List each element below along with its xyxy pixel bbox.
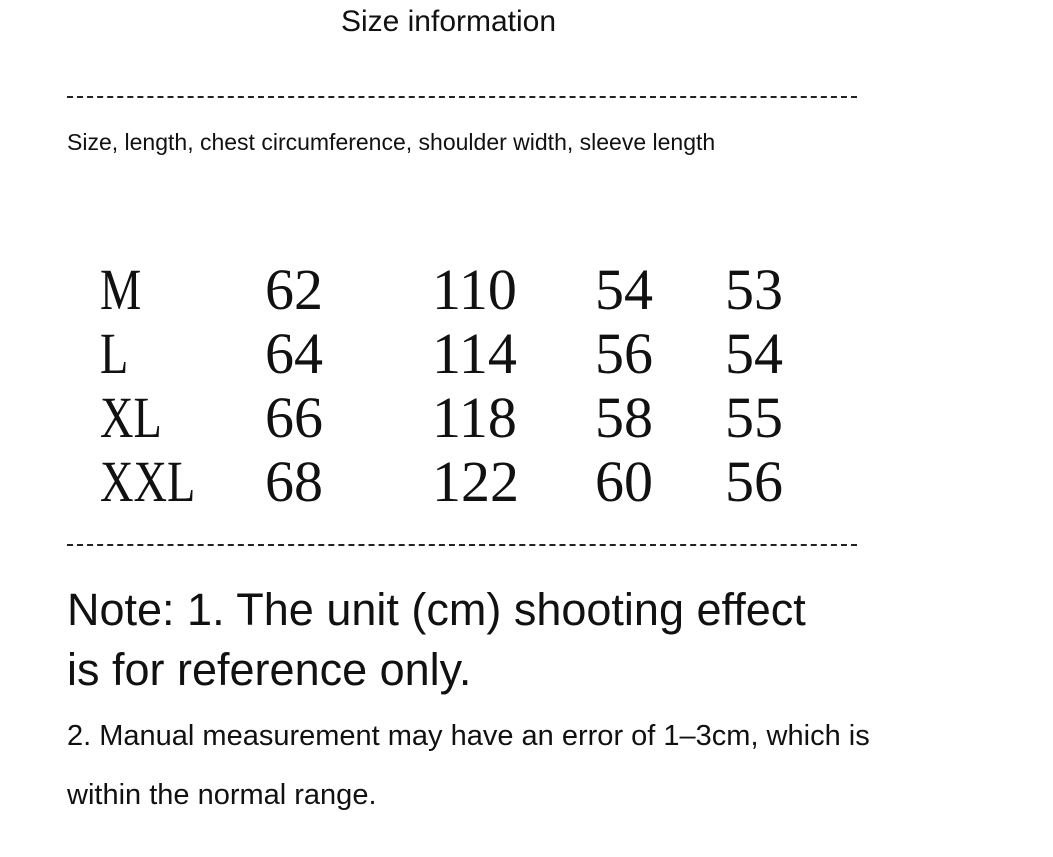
length-value: 66 [265,385,323,450]
shoulder-value: 58 [595,385,653,450]
size-label: XL [100,385,162,450]
size-label: XXL [100,449,196,514]
length-value: 64 [265,321,323,386]
sleeve-value: 56 [725,449,783,514]
chest-value: 110 [432,257,517,322]
shoulder-value: 54 [595,257,653,322]
size-label: M [100,257,142,322]
note-measurement-error: 2. Manual measurement may have an error of 1–3cm, which is within the normal range. [67,720,870,811]
chest-value: 122 [432,449,519,514]
length-value: 62 [265,257,323,322]
shoulder-value: 56 [595,321,653,386]
chest-value: 118 [432,385,517,450]
bottom-dashed-divider [67,544,857,546]
top-dashed-divider [67,96,857,98]
page-title: Size information [340,5,557,38]
size-label: L [100,321,129,386]
length-value: 68 [265,449,323,514]
sleeve-value: 55 [725,385,783,450]
column-headers: Size, length, chest circumference, shoulder width, sleeve length [67,129,716,155]
sleeve-value: 54 [725,321,783,386]
sleeve-value: 53 [725,257,783,322]
note-reference: Note: 1. The unit (cm) shooting effect is for reference only. [67,584,806,695]
chest-value: 114 [432,321,517,386]
shoulder-value: 60 [595,449,653,514]
